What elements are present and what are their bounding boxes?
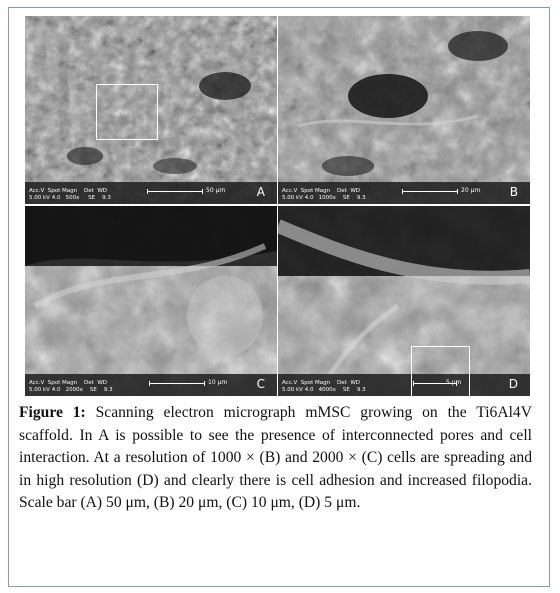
panel-label-c: C <box>256 377 265 391</box>
caption-text: Scanning electron micrograph mMSC growing on the Ti6Al4V scaffold. In A is possible to see the presence of interconnected pores and cell interaction. At a resolution of 1000 × (B) and 2000 × (C) cells are spreading and in high resolution (D) and clearly there is cell adhesion and increased filopodia. Scale bar (A) 50 μm, (B) 20 μm, (C) 10 μm, (D) 5 μm. <box>19 404 532 512</box>
sem-info-a: Acc.V Spot Magn Det WD 5.00 kV 4.0 500x SE 9.3 <box>29 188 111 201</box>
panel-label-d: D <box>508 377 518 391</box>
figure-label: Figure 1: <box>19 404 86 421</box>
panel-c <box>25 206 277 396</box>
figure-caption <box>19 402 532 515</box>
panel-label-a: A <box>256 185 265 199</box>
panel-d <box>278 206 530 396</box>
panel-b <box>278 16 530 204</box>
scale-label-b: 20 μm <box>461 187 481 194</box>
region-of-interest-box <box>411 346 470 396</box>
sem-info-d: Acc.V Spot Magn Det WD 5.00 kV 4.0 4000x SE 9.3 <box>282 380 366 393</box>
micrograph-c-image <box>25 206 277 396</box>
region-of-interest-box <box>96 84 158 140</box>
scale-label-d: 5 μm <box>446 379 462 386</box>
panel-label-b: B <box>509 185 518 199</box>
micrograph-d-image <box>278 206 530 396</box>
scale-label-a: 50 μm <box>206 187 226 194</box>
scale-bar-c <box>149 381 205 386</box>
panel-a <box>25 16 277 204</box>
scale-bar-b <box>402 189 458 194</box>
sem-info-c: Acc.V Spot Magn Det WD 5.00 kV 4.0 2000x SE 9.3 <box>29 380 113 393</box>
scale-bar-a <box>147 189 203 194</box>
micrograph-grid <box>25 16 530 396</box>
micrograph-b-image <box>278 16 530 204</box>
sem-info-b: Acc.V Spot Magn Det WD 5.00 kV 4.0 1000x SE 9.3 <box>282 188 366 201</box>
scale-label-c: 10 μm <box>208 379 228 386</box>
